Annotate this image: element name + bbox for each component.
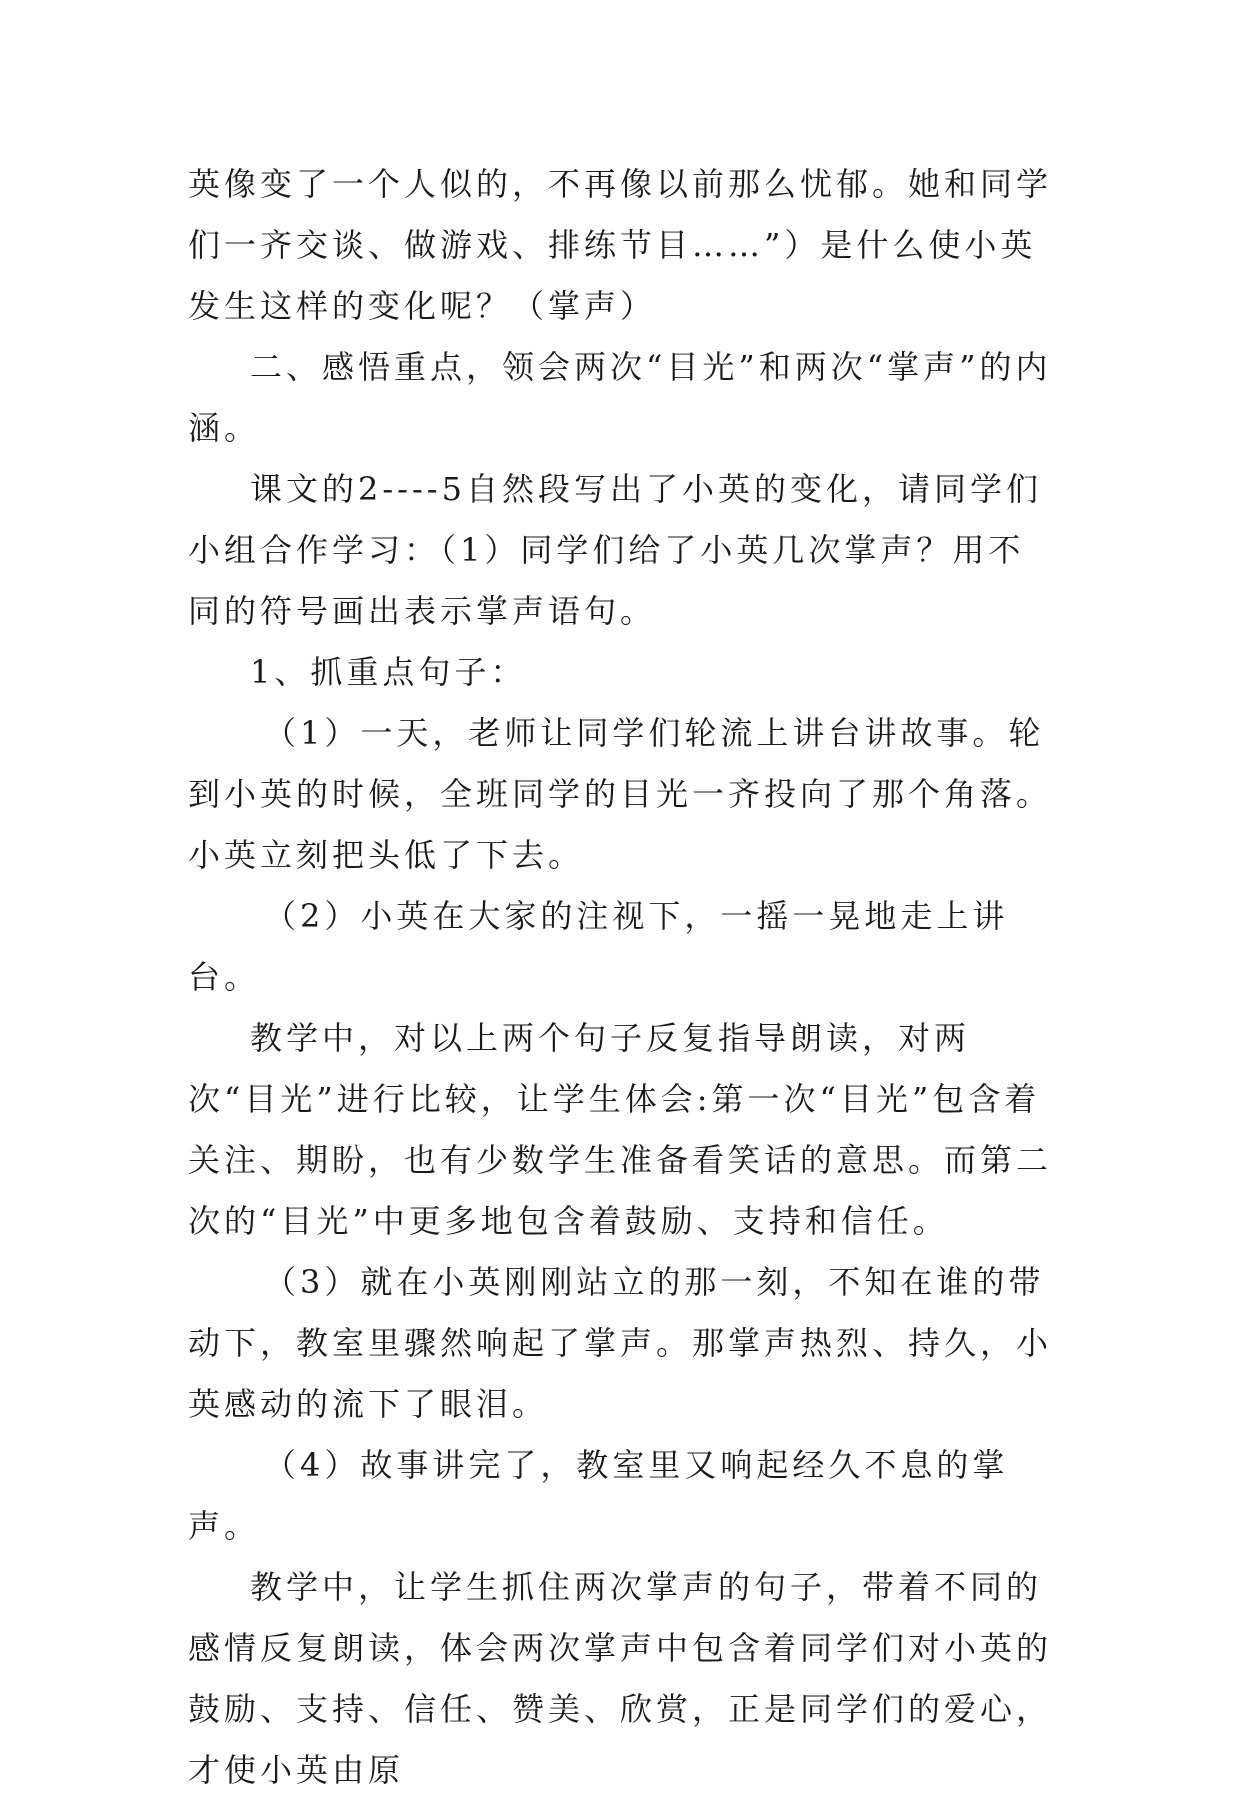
paragraph-2: 二、感悟重点，领会两次“目光”和两次“掌声”的内涵。 bbox=[188, 348, 1052, 447]
paragraph-4: 1、抓重点句子： bbox=[250, 653, 527, 691]
paragraph-8: （3）就在小英刚刚站立的那一刻，不知在谁的带动下，教室里骤然响起了掌声。那掌声热烈、持久，小英感动的流下了眼泪。 bbox=[188, 1263, 1053, 1423]
paragraph-6: （2）小英在大家的注视下，一摇一晃地走上讲台。 bbox=[188, 897, 1009, 996]
paragraph-5: （1）一天，老师让同学们轮流上讲台讲故事。轮到小英的时候，全班同学的目光一齐投向了那个角落。小英立刻把头低了下去。 bbox=[188, 714, 1053, 874]
paragraph-10: 教学中，让学生抓住两次掌声的句子，带着不同的感情反复朗读，体会两次掌声中包含着同学们对小英的鼓励、支持、信任、赞美、欣赏，正是同学们的爱心，才使小英由原 bbox=[188, 1568, 1053, 1789]
paragraph-1: 英像变了一个人似的，不再像以前那么忧郁。她和同学们一齐交谈、做游戏、排练节目……”）是什么使小英发生这样的变化呢？（掌声） bbox=[188, 165, 1053, 325]
paragraph-7: 教学中，对以上两个句子反复指导朗读，对两次“目光”进行比较，让学生体会:第一次“目光”包含着关注、期盼，也有少数学生准备看笑话的意思。而第二次的“目光”中更多地包含着鼓励、支持和信任。 bbox=[188, 1019, 1053, 1240]
paragraph-9: （4）故事讲完了，教室里又响起经久不息的掌声。 bbox=[188, 1446, 1009, 1545]
document-body bbox=[188, 154, 1058, 1801]
paragraph-3: 课文的2----5自然段写出了小英的变化，请同学们小组合作学习：（1）同学们给了小英几次掌声？用不同的符号画出表示掌声语句。 bbox=[188, 470, 1042, 630]
